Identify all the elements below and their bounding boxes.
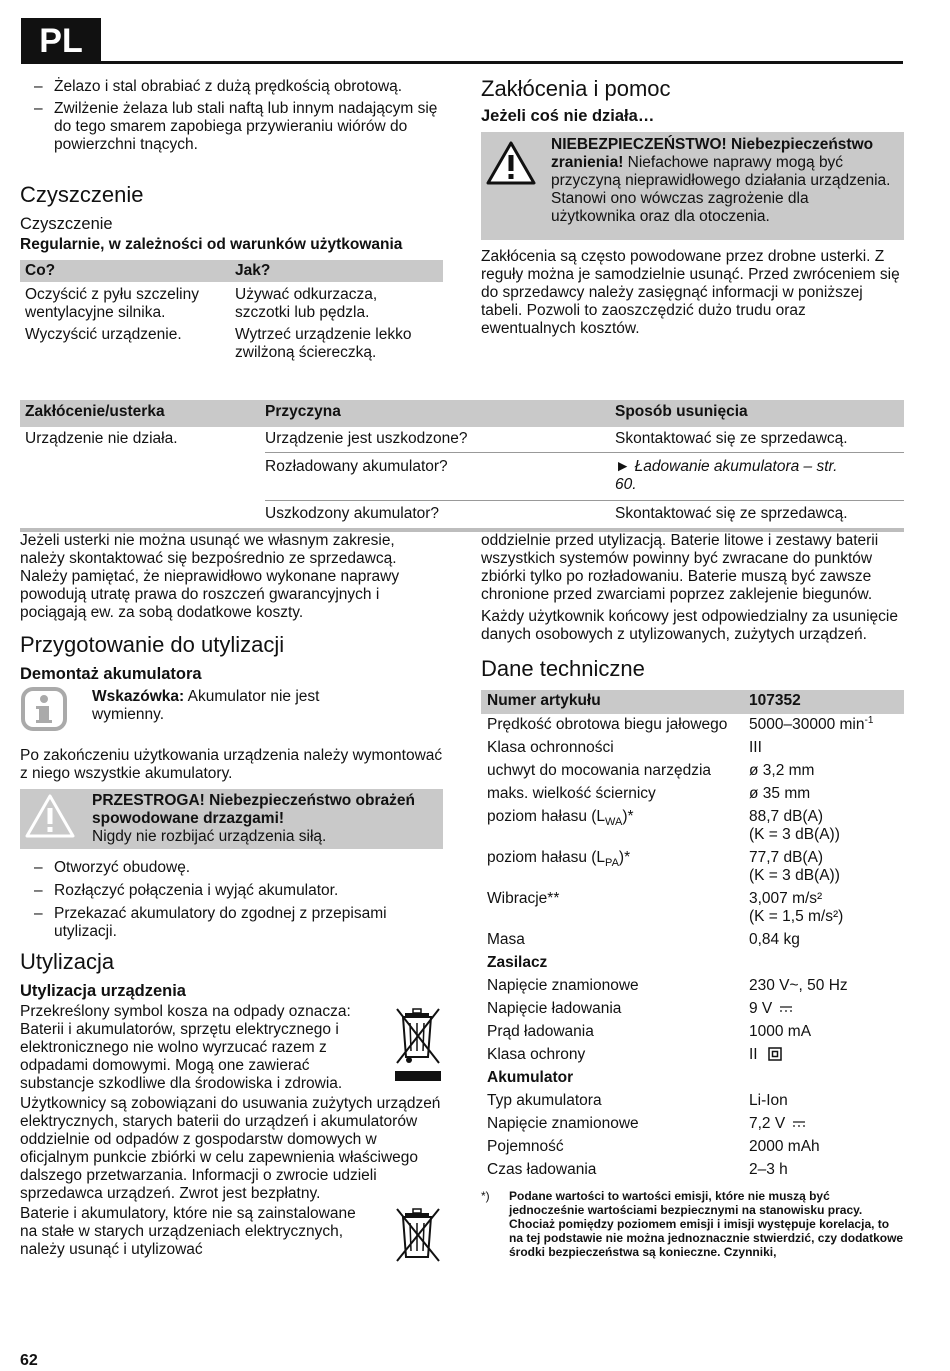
info-icon (20, 686, 92, 737)
tech-header-value: 107352 (749, 692, 801, 709)
tech-row (487, 739, 898, 757)
tech-value: 88,7 dB(A) (749, 808, 824, 825)
tech-value: (K = 3 dB(A)) (749, 826, 840, 843)
step-item: – Rozłączyć połączenia i wyjąć akumulator. (20, 882, 443, 900)
cleaning-table-header (20, 260, 443, 282)
left-lower-column (20, 532, 443, 1268)
tech-row (487, 1046, 898, 1064)
tech-value: Li-Ion (749, 1092, 788, 1109)
warning-triangle-icon (24, 792, 92, 845)
footnote-text: Podane wartości to wartości emisji, które nie muszą być jednocześnie wartościami bezpiecznymi na stanowisku pracy. Chociaż pomiędzy poziomem emisji i imisji występuje korelacja, to na tej podstawie nie można jednoznacznie stwierdzić, czy dodatkowe środki bezpieczeństwa są konieczne. Czynniki, (509, 1189, 904, 1259)
header-rule (101, 61, 903, 64)
faults-title: Zakłócenia i pomoc (481, 76, 671, 101)
tech-value: 1000 mA (749, 1023, 812, 1040)
tech-value-wrap (749, 890, 843, 926)
table-cell: Oczyścić z pyłu szczeliny wentylacyjne silnika. (25, 286, 199, 321)
cause-cell: Urządzenie jest uszkodzone? (265, 430, 468, 447)
tech-row (487, 808, 898, 844)
tech-value-wrap (749, 1000, 793, 1018)
footnote-mark: *) (481, 1189, 490, 1203)
battery-title: Akumulator (487, 1069, 574, 1086)
tech-label-sub: PA (605, 857, 619, 870)
crossed-bin-icon (376, 1205, 443, 1268)
right-paragraph: Każdy użytkownik końcowy jest odpowiedzialny za usunięcie danych osobowych z utylizowanych, zużytych urządzeń. (481, 608, 898, 643)
step-item: – Przekazać akumulatory do zgodnej z przepisami utylizacji. (20, 905, 443, 941)
disposal-paragraph: Baterie i akumulatory, które nie są zainstalowane na stałe w starych urządzeniach elektrycznych, należy usunąć i utylizować (20, 1205, 356, 1258)
tech-label: maks. wielkość ściernicy (487, 785, 656, 802)
faults-intro: Zakłócenia są często powodowane przez drobne usterki. Z reguły można je samodzielnie usunąć. Przed zwróceniem się do sprzedawcy należy zasięgnąć informacji w poniższej tabeli. Pozwoli to zaoszczędzić dużo trudu oraz ewentualnych kosztów. (481, 248, 900, 337)
tech-label: Napięcie znamionowe (487, 977, 639, 994)
tech-value: II (749, 1046, 758, 1063)
faults-subtitle: Jeżeli coś nie działa… (481, 107, 655, 125)
fault-causes (265, 427, 899, 527)
tech-label: Klasa ochrony (487, 1046, 586, 1063)
fault-cell: Urządzenie nie działa. (25, 430, 178, 447)
tech-value-wrap (749, 1046, 782, 1064)
column-header: Co? (25, 262, 56, 279)
disposal-paragraph: Użytkownicy są zobowiązani do usuwania zużytych urządzeń elektrycznych, starych baterii do urządzeń i akumulatorów oddzielnie od odpadów z gospodarstw domowych w oficjalnym punkcie zbiórki w celu zapewnienia właściwego dalszego przetwarzania. Informacji o zwrocie udzieli sprzedawca urządzeń. Zwrot jest bezpłatny. (20, 1095, 441, 1202)
disposal-steps (20, 859, 443, 941)
cause-cell: Uszkodzony akumulator? (265, 505, 440, 522)
tech-label: Napięcie ładowania (487, 1000, 622, 1017)
left-top-bullets (20, 78, 445, 154)
hint-label: Wskazówka: (92, 688, 185, 705)
hint-text: Akumulator nie jest wymienny. (92, 688, 320, 723)
tech-value-wrap (749, 716, 873, 734)
tech-value: 230 V~, 50 Hz (749, 977, 848, 994)
tech-row (487, 1138, 898, 1156)
fix-cell: Skontaktować się ze sprzedawcą. (615, 430, 848, 447)
tech-label: Klasa ochronności (487, 739, 614, 756)
tech-value: 5000–30000 min (749, 716, 865, 733)
tech-label-sub: WA (605, 816, 623, 829)
disposal-paragraph: Przekreślony symbol kosza na odpady oznacza: Baterii i akumulatorów, sprzętu elektrycznego i elektronicznego nie wolno wyrzucać razem z odpadami domowymi. Mogą one zawierać substancje szkodliwe dla środowiska i zdrowia. (20, 1003, 351, 1092)
tech-row (487, 1115, 898, 1133)
tech-value: 7,2 V (749, 1115, 786, 1132)
table-row (265, 453, 904, 501)
right-paragraph: oddzielnie przed utylizacją. Baterie litowe i zestawy baterii wszystkich systemów powinny być zwracane do punktów zbiórki tylko po rozładowaniu. Baterie muszą być zawsze chronione przed zwarciami poprzez zaklejenie biegunów. (481, 532, 879, 603)
fault-table (20, 400, 904, 532)
caution-text: Nigdy nie rozbijać urządzenia siłą. (92, 828, 327, 845)
psu-title: Zasilacz (487, 954, 548, 971)
danger-label: NIEBEZPIECZEŃSTWO! Niebezpieczeństwo zranienia! (551, 136, 874, 171)
class-ii-double-square-icon (768, 1047, 782, 1061)
caution-label: PRZESTROGA! Niebezpieczeństwo obrażeń spowodowane drzazgami! (92, 792, 415, 827)
tech-title: Dane techniczne (481, 656, 645, 681)
tech-row (487, 1161, 898, 1179)
tech-row (487, 1092, 898, 1110)
column-header: Jak? (235, 262, 271, 279)
tech-value: 0,84 kg (749, 931, 800, 948)
tech-label: Czas ładowania (487, 1161, 597, 1178)
cause-cell: Rozładowany akumulator? (265, 458, 448, 475)
caution-box (20, 789, 443, 849)
tech-value-wrap (749, 849, 840, 885)
tech-label: Prędkość obrotowa biegu jałowego (487, 716, 728, 733)
table-cell: Wytrzeć urządzenie lekko zwilżoną ściereczką. (235, 326, 412, 361)
bullet-item: – Żelazo i stal obrabiać z dużą prędkością obrotową. (20, 78, 445, 96)
tech-value: ø 35 mm (749, 785, 811, 802)
tech-value-sup: -1 (864, 714, 874, 726)
after-table-text: Jeżeli usterki nie można usunąć we własnym zakresie, należy skontaktować się bezpośrednio ze sprzedawcą. Należy pamiętać, że nieprawidłowo wykonane naprawy powodują utratę prawa do roszczeń gwarancyjnych i pociągają ew. za sobą dodatkowe koszty. (20, 532, 400, 621)
tech-row (487, 977, 898, 995)
tech-label: Masa (487, 931, 525, 948)
tech-value-wrap (749, 808, 840, 844)
dc-symbol-icon (792, 1120, 806, 1128)
tech-label: Prąd ładowania (487, 1023, 594, 1040)
tech-label: Pojemność (487, 1138, 564, 1155)
cleaning-section (20, 182, 443, 362)
disposal-subtitle: Utylizacja urządzenia (20, 982, 186, 1000)
tech-row (487, 849, 898, 885)
disposal-prep-subtitle: Demontaż akumulatora (20, 665, 202, 683)
disposal-prep-title: Przygotowanie do utylizacji (20, 632, 285, 657)
table-row (265, 501, 899, 527)
language-badge: PL (21, 18, 101, 64)
caution-text-block (92, 792, 437, 845)
column-header: Zakłócenie/usterka (25, 403, 165, 420)
table-row (20, 322, 443, 362)
tech-row (487, 762, 898, 780)
step-item: – Otworzyć obudowę. (20, 859, 443, 877)
danger-box (481, 132, 904, 240)
tech-value: 3,007 m/s² (749, 890, 823, 907)
tech-label-wrap (487, 849, 749, 885)
right-lower-column (481, 532, 904, 1259)
fault-table-body (20, 427, 904, 527)
danger-text: Niefachowe naprawy mogą być przyczyną nieprawidłowego działania urządzenia. Stanowi ono wówczas zagrożenie dla użytkownika oraz dla otoczenia. (551, 154, 891, 225)
tech-value: 77,7 dB(A) (749, 849, 824, 866)
tech-value: 2000 mAh (749, 1138, 820, 1155)
table-row (265, 427, 904, 453)
tech-table-header (481, 690, 904, 714)
tech-label-wrap (487, 808, 749, 844)
fix-cell: ► Ładowanie akumulatora – str. 60. (615, 458, 838, 493)
dc-symbol-icon (779, 1005, 793, 1013)
column-header: Sposób usunięcia (615, 403, 748, 420)
cleaning-note: Regularnie, w zależności od warunków użytkowania (20, 236, 403, 253)
hint-box (20, 686, 443, 737)
tech-label: Napięcie znamionowe (487, 1115, 639, 1132)
faults-section (481, 76, 904, 338)
tech-value: (K = 3 dB(A)) (749, 867, 840, 884)
tech-row (487, 716, 898, 734)
disposal-p3-row (20, 1205, 443, 1268)
tech-value: (K = 1,5 m/s²) (749, 908, 844, 925)
hint-text-block (92, 686, 382, 737)
disposal-prep-text: Po zakończeniu użytkowania urządzenia należy wymontować z niego wszystkie akumulatory. (20, 747, 443, 782)
cleaning-subtitle: Czyszczenie (20, 215, 113, 233)
tech-value: ø 3,2 mm (749, 762, 815, 779)
tech-label: poziom hałasu (L (487, 849, 606, 866)
cleaning-title: Czyszczenie (20, 182, 144, 207)
tech-row (487, 890, 898, 926)
disposal-p1-row (20, 1003, 443, 1093)
warning-triangle-icon (485, 136, 551, 234)
tech-label-end: )* (622, 808, 634, 825)
tech-value: 2–3 h (749, 1161, 788, 1178)
table-cell: Wyczyścić urządzenie. (25, 326, 182, 343)
fault-table-header (20, 400, 904, 427)
disposal-title: Utylizacja (20, 949, 115, 974)
tech-value: III (749, 739, 762, 756)
tech-label: Typ akumulatora (487, 1092, 602, 1109)
fix-cell: Skontaktować się ze sprzedawcą. (615, 505, 848, 522)
tech-row (487, 931, 898, 949)
tech-value-wrap (749, 1115, 806, 1133)
tech-value: 9 V (749, 1000, 773, 1017)
tech-row (487, 1023, 898, 1041)
tech-rows (481, 716, 904, 1179)
tech-row (487, 785, 898, 803)
crossed-bin-icon (376, 1003, 443, 1093)
table-cell: Używać odkurzacza, szczotki lub pędzla. (235, 286, 378, 321)
column-header: Przyczyna (265, 403, 341, 420)
tech-label: Wibracje** (487, 890, 560, 907)
tech-row (487, 1000, 898, 1018)
table-row (20, 282, 443, 322)
tech-label: uchwyt do mocowania narzędzia (487, 762, 712, 779)
footnote (481, 1189, 904, 1259)
bullet-item: – Zwilżenie żelaza lub stali naftą lub innym nadającym się do tego smarem zapobiega przywieraniu wiórów do powierzchni tnących. (20, 100, 445, 154)
tech-label-end: )* (618, 849, 631, 866)
danger-text-block (551, 136, 896, 234)
tech-label: poziom hałasu (L (487, 808, 606, 825)
page-number: 62 (20, 1352, 38, 1369)
tech-header-label: Numer artykułu (487, 692, 601, 709)
